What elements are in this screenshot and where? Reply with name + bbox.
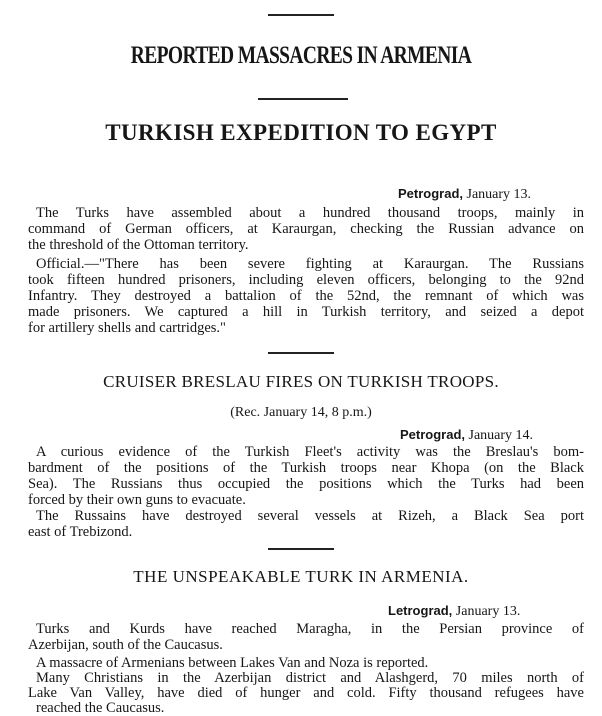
article-3-line: A massacre of Armenians between Lakes Van and Noza is reported. xyxy=(36,655,429,671)
article-1-line: made prisoners. We captured a hill in Turkish territory, and seized a depot xyxy=(28,304,584,320)
article-2-line: A curious evidence of the Turkish Fleet's activity was the Breslau's bom- xyxy=(36,444,584,460)
dateline-date: January 14. xyxy=(468,428,534,443)
section-rule xyxy=(258,98,348,100)
article-2-line: bardment of the positions of the Turkish troops near Khopa (on the Black xyxy=(28,460,584,476)
article-2-line: The Russains have destroyed several vessels at Rizeh, a Black Sea port xyxy=(36,508,584,524)
dateline-place: Letrograd, xyxy=(388,603,453,618)
article-1-line: the threshold of the Ottoman territory. xyxy=(28,237,249,253)
received-line: (Rec. January 14, 8 p.m.) xyxy=(230,405,372,420)
article-3-line: Azerbijan, south of the Caucasus. xyxy=(28,637,223,653)
headline-unspeakable-turk: THE UNSPEAKABLE TURK IN ARMENIA. xyxy=(133,567,469,586)
article-2-line: Sea). The Russians thus occupied the positions which the Turks had been xyxy=(28,476,584,492)
section-rule xyxy=(268,548,334,550)
dateline-article-2 xyxy=(400,427,533,444)
dateline-place: Petrograd, xyxy=(400,427,466,442)
dateline-article-1 xyxy=(398,186,531,203)
headline-turkish-expedition: TURKISH EXPEDITION TO EGYPT xyxy=(105,120,497,145)
headline-reported-massacres: REPORTED MASSACRES IN ARMENIA xyxy=(130,42,472,69)
top-rule xyxy=(268,14,334,16)
article-2-line: forced by their own guns to evacuate. xyxy=(28,492,246,508)
dateline-date: January 13. xyxy=(455,604,521,619)
article-1-line: command of German officers, at Karaurgan, checking the Russian advance on xyxy=(28,221,584,237)
dateline-place: Petrograd, xyxy=(398,186,464,201)
article-1-line: Infantry. They destroyed a battalion of the 52nd, the remnant of which was xyxy=(28,288,584,304)
headline-cruiser-breslau: CRUISER BRESLAU FIRES ON TURKISH TROOPS. xyxy=(103,372,499,391)
section-rule xyxy=(268,352,334,354)
article-1-line: The Turks have assembled about a hundred thousand troops, mainly in xyxy=(36,205,584,221)
article-1-line: took fifteen hundred prisoners, including eleven officers, belonging to the 92nd xyxy=(28,272,584,288)
article-3-line: Turks and Kurds have reached Maragha, in the Persian province of xyxy=(36,621,584,637)
article-2-line: east of Trebizond. xyxy=(28,524,133,540)
dateline-date: January 13. xyxy=(466,187,532,202)
article-3-line: Many Christians in the Azerbijan district and Alashgerd, 70 miles north of xyxy=(36,670,584,686)
article-1-line: for artillery shells and cartridges." xyxy=(28,320,226,336)
article-3-line: reached the Caucasus. xyxy=(36,700,165,716)
article-3-line: Lake Van Valley, have died of hunger and cold. Fifty thousand refugees have xyxy=(28,685,584,701)
dateline-article-3 xyxy=(388,603,520,620)
article-1-line: Official.—"There has been severe fighting at Karaurgan. The Russians xyxy=(36,256,584,272)
